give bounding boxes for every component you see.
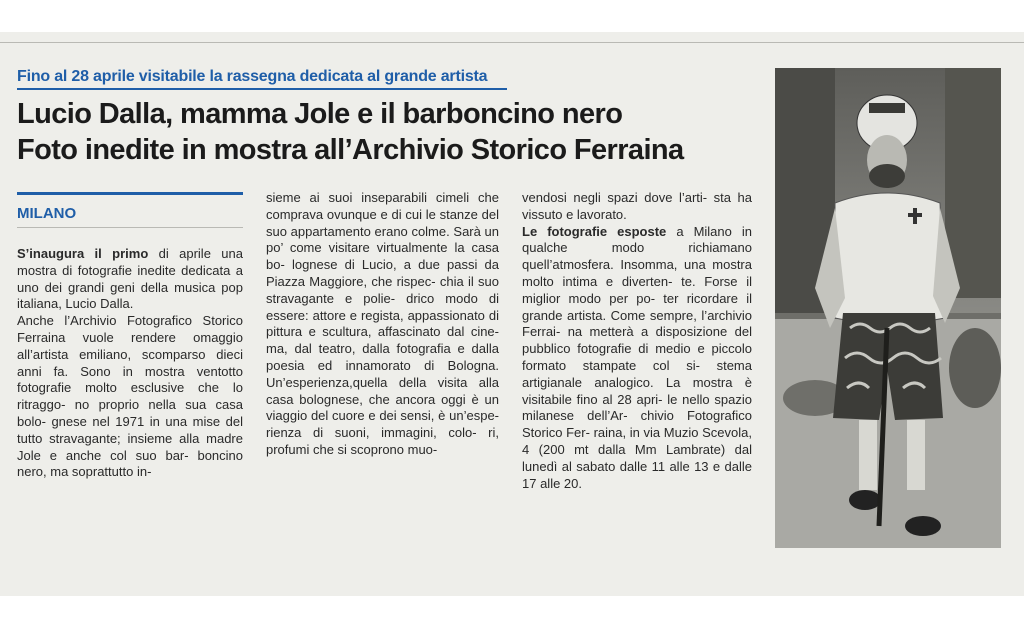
article-column-1 [17, 246, 243, 481]
top-rule [0, 42, 1024, 43]
kicker: Fino al 28 aprile visitabile la rassegna dedicata al grande artista [17, 68, 488, 85]
photo-illustration [775, 68, 1001, 548]
col1-paragraph-2: Anche l’Archivio Fotografico Storico Ferraina vuole rendere omaggio all’artista emiliano, scomparso dieci anni fa. Sono in mostra ventotto fotografie molto esclusive che lo ritraggo- no proprio nella sua casa bolo- gnese nel 1971 in una mise del tutto stravagante; insieme alla madre Jole e anche col suo bar- boncino nero, ma soprattutto in- [17, 313, 243, 480]
lead-in-1: S’inaugura il primo [17, 246, 149, 261]
col3-paragraph-2: a Milano in qualche modo richiamano quell’atmosfera. Insomma, una mostra molto intima e diverten- te. Forse il miglior modo per po- ter ricordare il grande artista. Come sempre, l’archivio Ferrai- na metterà a disposizione del pubblico fotografie di medio e piccolo formato stampate col si- stema artigianale analogico. La mostra è visitabile fino al 28 apri- le nello spazio milanese dell’Ar- chivio Fotografico Storico Fer- raina, in via Muzio Scevola, 4 (200 mt dalla Mm Lambrate) dal lunedì al sabato dalle 11 alle 13 e dalle 17 alle 20. [522, 223, 753, 491]
article-column-2 [266, 190, 499, 459]
headline [17, 96, 757, 168]
lead-in-2: Le fotografie esposte [522, 223, 667, 239]
section-rule-bottom [17, 227, 243, 228]
col2-paragraph-1: sieme ai suoi inseparabili cimeli che comprava ovunque e di cui le stanze del suo appartamento erano colme. Sarà un po’ come visitare virtualmente la casa bo- lognese di Lucio, a due passi da Piazza Maggiore, che rispec- chia il suo stravagante e polie- drico modo di essere: attore e regista, appassionato di pittura e scultura, affascinato dal cine- ma, dal teatro, dalla fotografia e dalla poesia ed innamorato di Bologna. Un’esperienza,quella della visita alla casa bolognese, che ancora oggi è un viaggio del cuore e dei sensi, è un’espe- rienza di suoni, immagini, colo- ri, profumi che si scoprono muo- [266, 190, 499, 457]
headline-line-2: Foto inedite in mostra all’Archivio Storico Ferraina [17, 134, 684, 166]
section-rule [17, 192, 243, 195]
headline-line-1: Lucio Dalla, mamma Jole e il barboncino nero [17, 98, 623, 130]
photo-lucio-dalla [775, 68, 1001, 548]
section-label: MILANO [17, 205, 77, 222]
article-column-3 [522, 190, 752, 492]
col3-paragraph-1: vendosi negli spazi dove l’arti- sta ha vissuto e lavorato. [522, 190, 752, 222]
col1-paragraph-1: di aprile una mostra di fotografie inedite dedicata a uno dei grandi geni della musica pop italiana, Lucio Dalla. [17, 246, 243, 312]
kicker-underline [17, 88, 507, 90]
